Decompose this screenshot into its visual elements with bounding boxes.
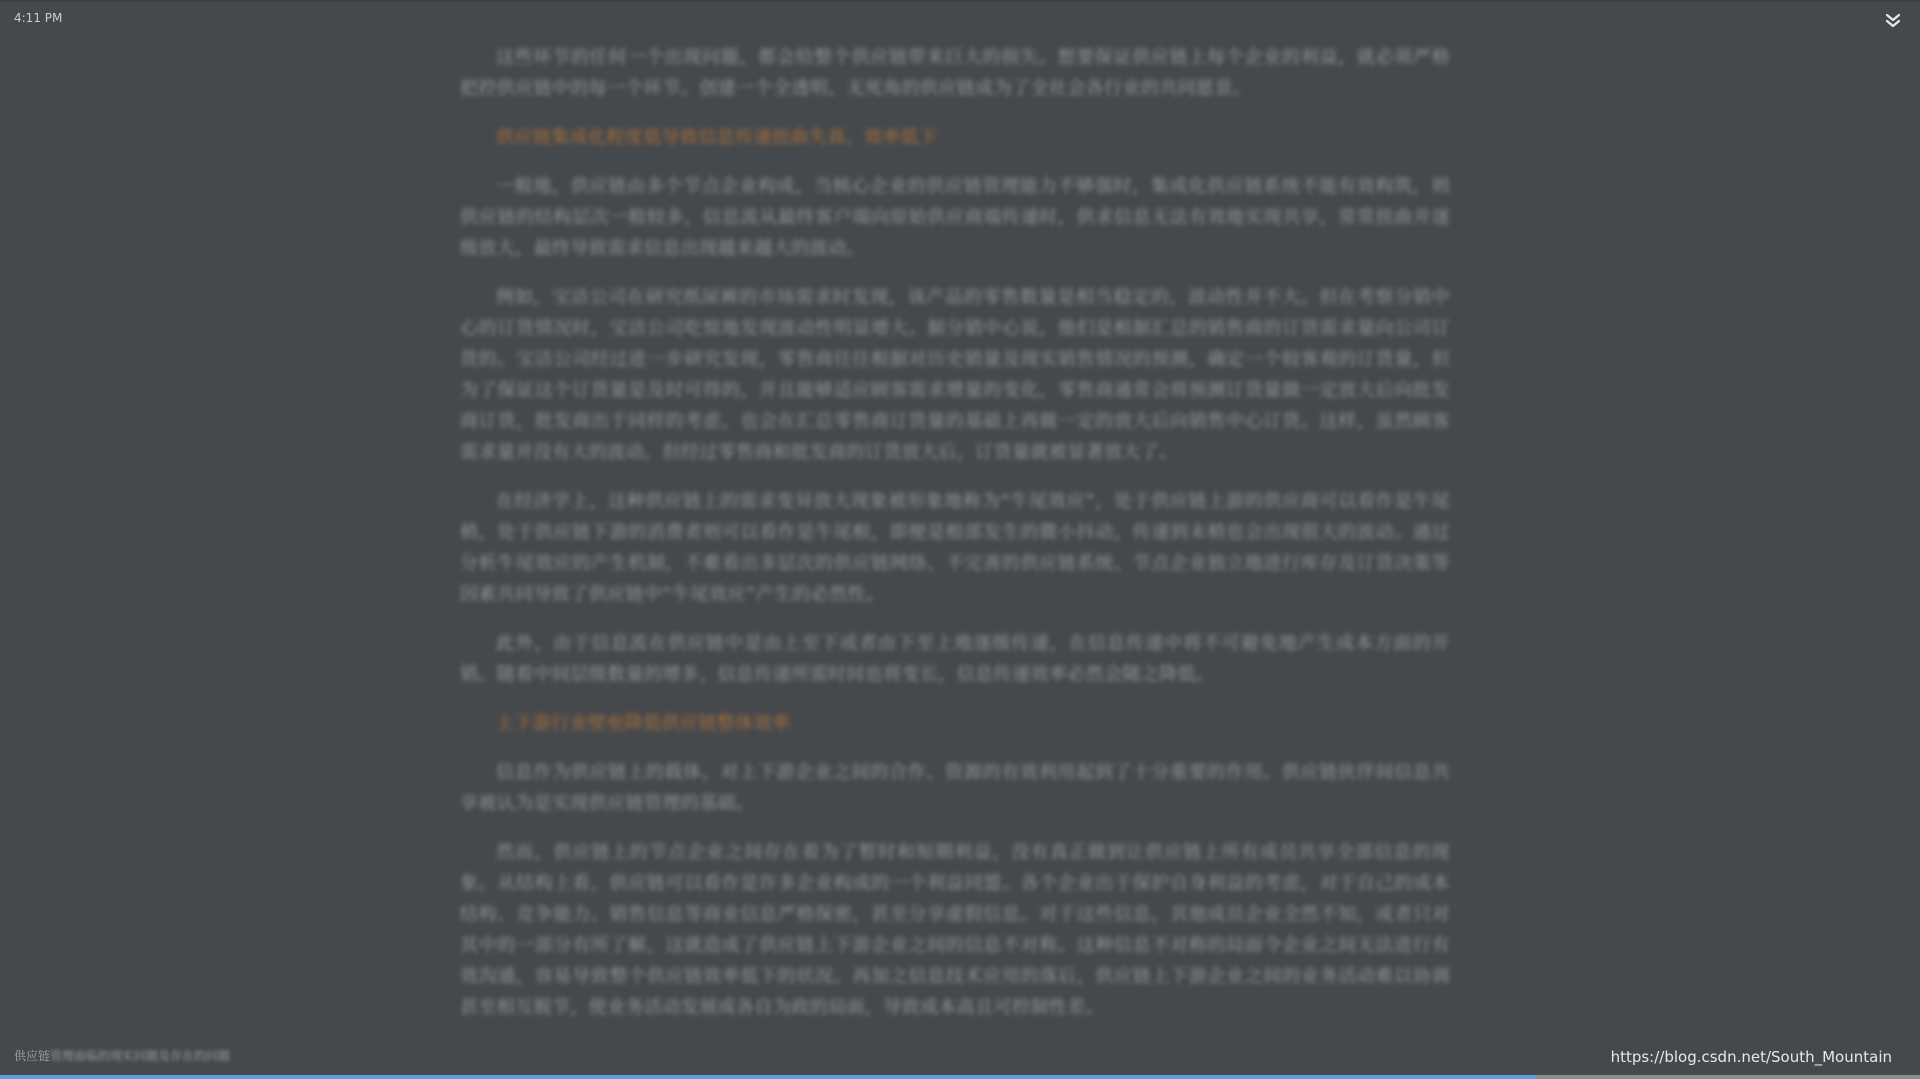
reading-progress-fill bbox=[0, 1075, 1536, 1079]
reading-progress-bar bbox=[0, 1075, 1920, 1079]
paragraph: 在经济学上，这种供应链上的需求变异放大现象被形象地称为“牛尾效应”，处于供应链上游的供应商可以看作是牛尾梢，处于供应链下游的消费者则可以看作是牛尾根，即便是根部发生的微小抖动，传递到末梢也会出现很大的波动。通过分析牛尾效应的产生机制，不难看出多层次的供应链网络、不完善的供应链系统、节点企业独立地进行库存及订货决策等因素共同导致了供应链中“牛尾效应”产生的必然性。 bbox=[460, 491, 1450, 605]
section-heading: 供应链集成化程度低导致信息传递扭曲失真、效率低下 bbox=[496, 127, 938, 148]
paragraph: 然而，供应链上的节点企业之间存在着为了暂时和短期利益，没有真正做到让供应链上所有成员共享全部信息的现象。从结构上看，供应链可以看作是许多企业构成的一个利益同盟。各个企业出于保护自身利益的考虑，对于自己的成本结构、竞争能力、销售信息等商业信息严格保密，甚至分享虚假信息。对于这些信息，其他成员企业全然不知，或者只对其中的一部分有所了解，这就造成了供应链上下游企业之间的信息不对称。这种信息不对称的局面令企业之间无法进行有效沟通，容易导致整个供应链效率低下的状况。再加之信息技术应用的落后，供应链上下游企业之间的业务活动难以协调甚至相互脱节，使业务活动发展成各自为政的局面，导致成本高且可控制性差。 bbox=[460, 842, 1450, 1018]
paragraph: 信息作为供应链上的载体，对上下游企业之间的合作、资源的有效利用起到了十分重要的作用。供应链伙伴间信息共享被认为是实现供应链管理的基础。 bbox=[460, 762, 1450, 814]
clock-time: 4:11 PM bbox=[14, 11, 63, 25]
article-body bbox=[460, 42, 1450, 1032]
double-chevron-down-icon bbox=[1882, 10, 1904, 32]
top-edge-divider bbox=[0, 0, 1920, 2]
paragraph: 这些环节的任何一个出现问题，都会给整个供应链带来巨大的损失。想要保证供应链上每个企业的利益，就必须严格把控供应链中的每一个环节。创建一个全透明、无死角的供应链成为了全社会各行业的共同愿景。 bbox=[460, 47, 1450, 99]
source-url[interactable]: https://blog.csdn.net/South_Mountain bbox=[1610, 1048, 1892, 1066]
paragraph: 例如，宝洁公司在研究纸尿裤的市场需求时发现，该产品的零售数量是相当稳定的，波动性并不大。但在考察分销中心的订货情况时，宝洁公司吃惊地发现波动性明显增大。据分销中心说，他们是根据汇总的销售商的订货需求量向公司订货的。宝洁公司经过进一步研究发现，零售商往往根据对历史销量及现实销售情况的预测，确定一个较客观的订货量，但为了保证这个订货量是及时可得的，并且能够适应顾客需求增量的变化，零售商通常会将预测订货量做一定放大后向批发商订货，批发商出于同样的考虑，也会在汇总零售商订货量的基础上再做一定的放大后向销售中心订货。这样，虽然顾客需求量并没有大的波动，但经过零售商和批发商的订货放大后，订货量就被显著放大了。 bbox=[460, 287, 1450, 463]
document-title bbox=[14, 1047, 230, 1064]
section-heading: 上下游行业壁垒降低供应链整体效率 bbox=[496, 713, 791, 734]
paragraph: 此外，由于信息流在供应链中是由上至下或者由下至上地逐级传递，在信息传递中将不可避免地产生成本方面的开销。随着中间层级数量的增多，信息传递所需时间也将变长，信息传递效率必然会随之降低。 bbox=[460, 633, 1450, 685]
document-title-rest: 管理面临的现实问题及存在的问题 bbox=[50, 1049, 231, 1063]
paragraph: 一般地，供应链由多个节点企业构成，当核心企业的供应链管理能力不够强时，集成化供应链系统不能有效构筑，则供应链的结构层次一般较多，信息流从最终客户端向原始供应商端传递时，供求信息无法有效地实现共享，常常扭曲并逐级放大，最终导致需求信息出现越来越大的波动。 bbox=[460, 176, 1450, 259]
document-title-prefix: 供应链 bbox=[14, 1049, 51, 1063]
collapse-button[interactable] bbox=[1882, 10, 1904, 32]
